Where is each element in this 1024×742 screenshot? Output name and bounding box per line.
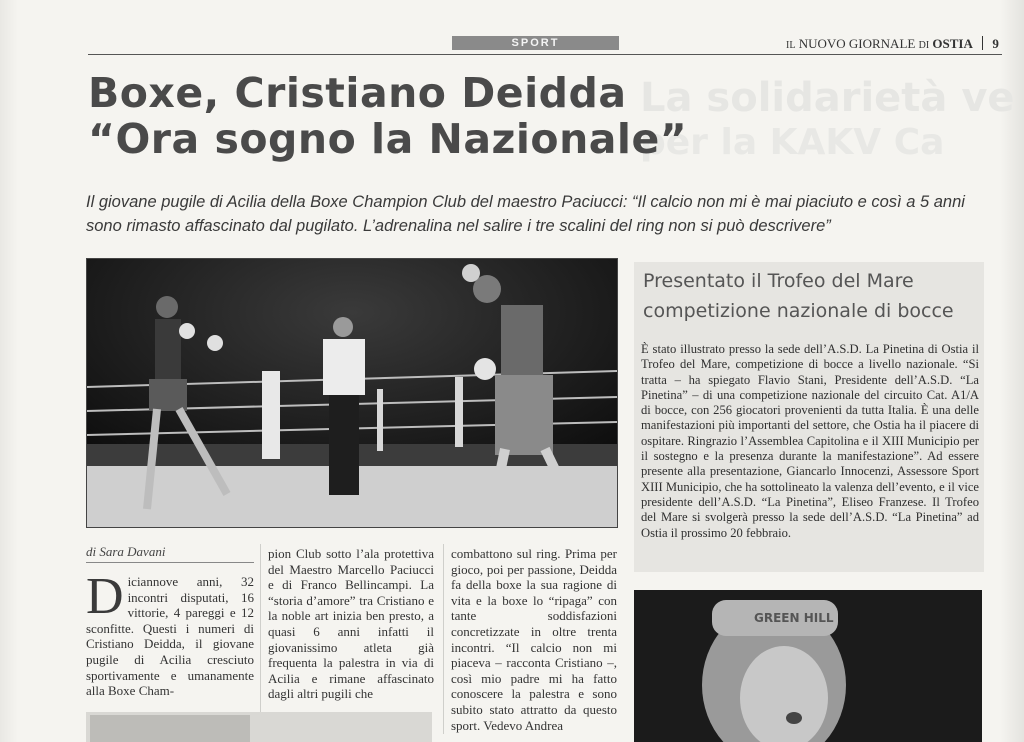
side-article-body: È stato illustrato presso la sede dell’A.S.D. La Pinetina di Ostia il Trofeo del Mare, competizione di bocce a livello nazionale. “Si tratta – ha spiegato Flavio Stani, Presidente dell’A.S.D. “La Pinetina” – di una competizione nazionale del circuito Cat. A1/A di bocce, con 256 giocatori provenienti da tutta Italia. È una delle manifestazioni più importanti del settore, che Ostia ha il piacere di ospitare. Ringrazio l’Assemblea Capitolina e il XIII Municipio per il sostegno e la presenza durante la manifestazione”. Ad essere presente alla presentazione, Giancarlo Innocenzi, Assessore Sport XIII Municipio, che ha sottolineato la valenza dell’evento, e il vice presidente dell’A.S.D. “La Pinetina”, Eliseo Franzese. Il Trofeo del Mare si svolgerà presso la sede dell’A.S.D. “La Pinetina” ad Ostia il prossimo 20 febbraio. bbox=[641, 342, 979, 540]
masthead-name-ostia: OSTIA bbox=[932, 36, 973, 51]
masthead bbox=[786, 36, 999, 52]
bleed-through-text: La solidarietà ve bbox=[640, 75, 1015, 121]
headline bbox=[88, 70, 788, 162]
column-divider bbox=[260, 544, 261, 734]
article-column-1-text: iciannove anni, 32 incontri disputati, 16 vittorie, 4 pareggi e 12 sconfitte. Questi i numeri di Cristiano Deidda, il giovane pugile di Acilia cresciuto sportivamente e umanamente alla Boxe Cham- bbox=[86, 574, 254, 699]
drop-cap: D bbox=[86, 568, 124, 625]
bleed-through-text: per la KAKV Ca bbox=[640, 122, 945, 163]
side-article-title-line-2: competizione nazionale di bocce bbox=[643, 300, 954, 322]
boxing-match-photo bbox=[86, 258, 618, 528]
section-tag: SPORT bbox=[452, 36, 619, 50]
headgear-brand-text: GREEN HILL bbox=[754, 611, 834, 625]
boxer-portrait-photo bbox=[634, 590, 982, 742]
top-rule bbox=[88, 54, 1002, 55]
byline: di Sara Davani bbox=[86, 544, 254, 563]
article-column-1 bbox=[86, 568, 254, 699]
article-column-3: combattono sul ring. Prima per gioco, poi per passione, Deidda fa della boxe la sua ragione di vita e la boxe lo “ripaga” con tante soddisfazioni concretizzate in oltre trenta incontri. “Il calcio non mi piaceva – racconta Cristiano –, così mio padre mi ha fatto conoscere la palestra e sono subito stato attratto da questo sport. Vedevo Andrea bbox=[451, 546, 617, 733]
bottom-photo-strip-detail bbox=[90, 715, 250, 742]
article-column-2: pion Club sotto l’ala protettiva del Maestro Marcello Paciucci e di Franco Bellincampi. La “storia d’amore” tra Cristiano e la noble art inizia ben presto, a quasi 6 anni infatti il giovanissimo atleta già frequenta la palestra in via di Acilia e rimane affascinato dagli altri pugili che bbox=[268, 546, 434, 702]
column-divider bbox=[443, 544, 444, 734]
masthead-name: NUOVO GIORNALE bbox=[798, 36, 916, 51]
masthead-di: DI bbox=[918, 40, 930, 51]
boxer-portrait-illustration bbox=[634, 590, 982, 742]
masthead-divider bbox=[982, 36, 983, 50]
side-article-title bbox=[643, 266, 983, 326]
headline-line-1: Boxe, Cristiano Deidda bbox=[88, 69, 627, 117]
masthead-pre: IL bbox=[786, 40, 796, 51]
page-number: 9 bbox=[992, 36, 999, 51]
headline-line-2: “Ora sogno la Nazionale” bbox=[88, 115, 688, 163]
boxing-ring-illustration bbox=[87, 259, 617, 527]
standfirst: Il giovane pugile di Acilia della Boxe Champion Club del maestro Paciucci: “Il calcio non mi è mai piaciuto e così a 5 anni sono rimasto affascinato dal pugilato. L’adrenalina nel salire i tre scalini del ring non si può descrivere” bbox=[86, 193, 965, 235]
side-article-title-line-1: Presentato il Trofeo del Mare bbox=[643, 270, 914, 292]
